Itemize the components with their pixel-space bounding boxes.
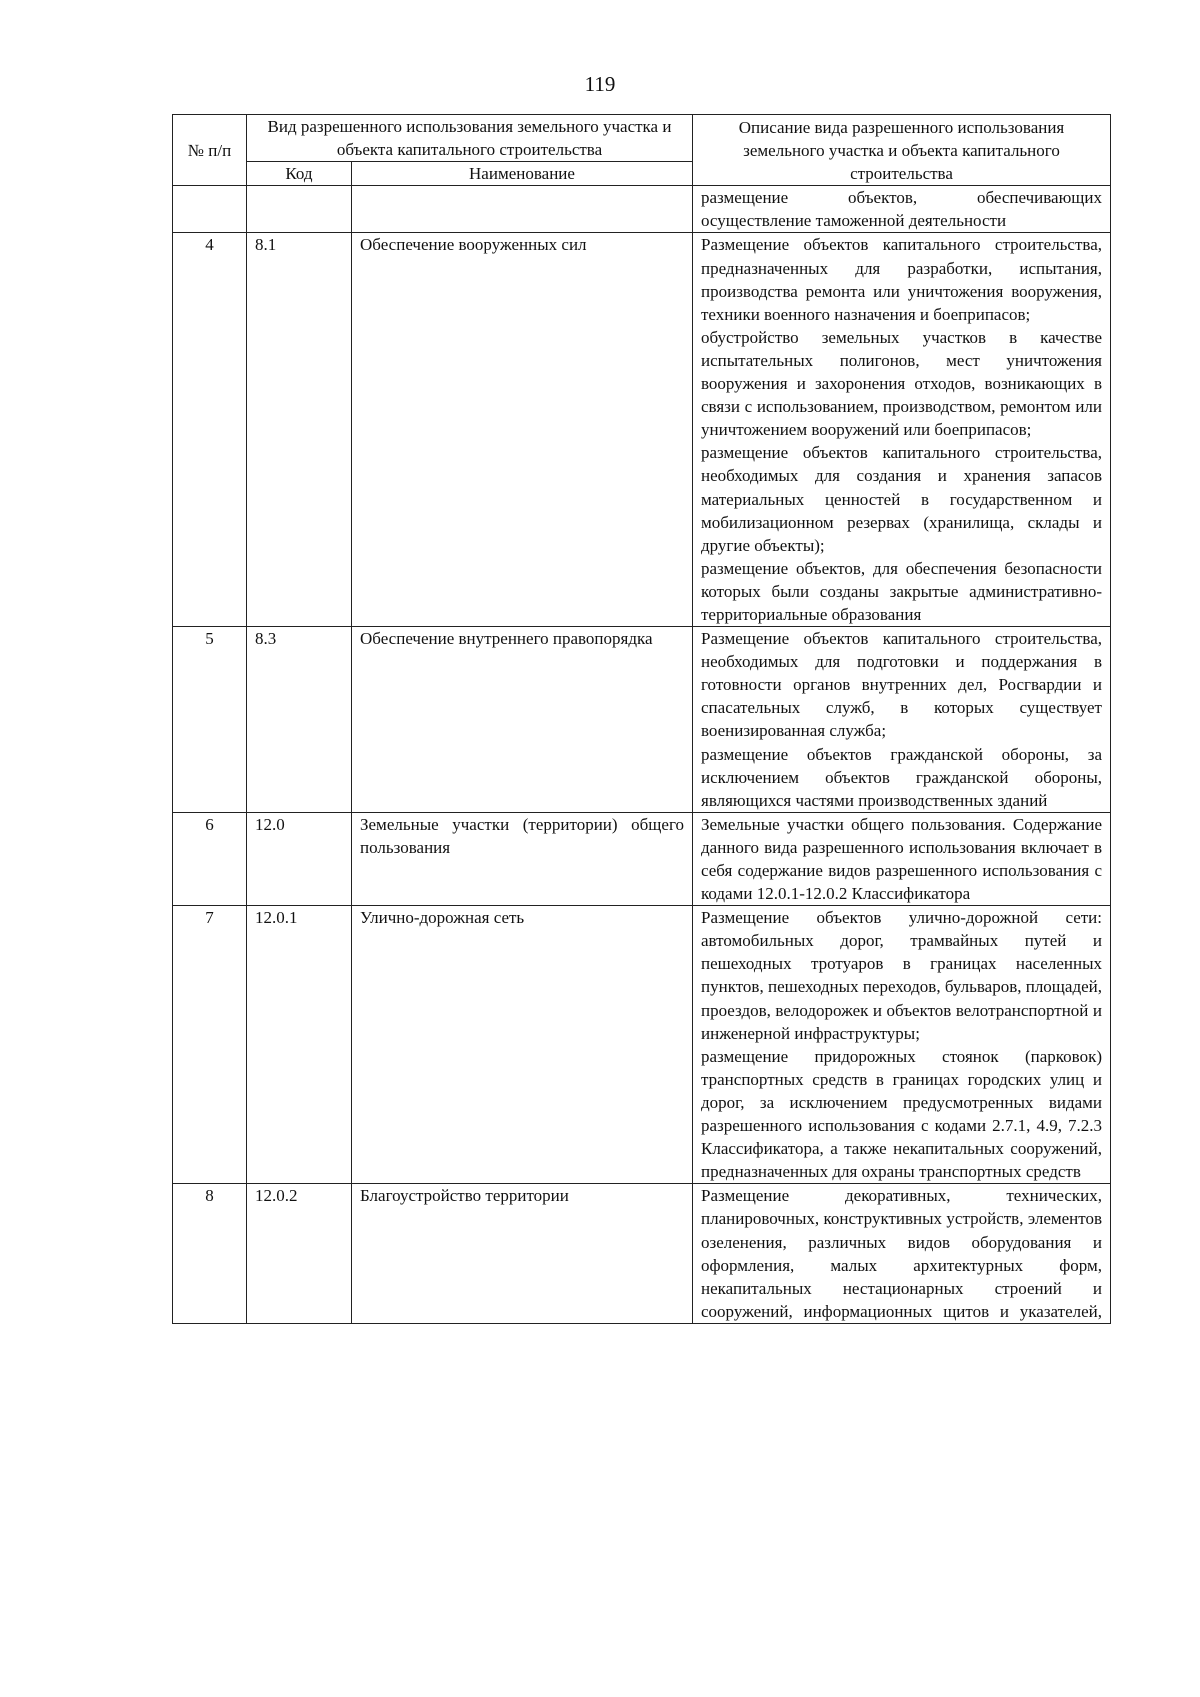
row-name: [352, 627, 693, 813]
table-row: [173, 627, 1111, 813]
row-name: [352, 906, 693, 1184]
row-code: 8.1: [247, 233, 352, 627]
page-number: 119: [584, 72, 616, 96]
row-description: [693, 812, 1111, 905]
header-name: Наименование: [352, 162, 693, 186]
description-paragraph: размещение объектов капитального строительства, необходимых для создания и хранения запасов материальных ценностей в государственном и мобилизационном резервах (хранилища, склады и другие объекты);: [701, 443, 1102, 555]
row-name-text: Обеспечение вооруженных сил: [360, 235, 587, 255]
row-name-text: Обеспечение внутреннего правопорядка: [360, 629, 653, 649]
header-group: Вид разрешенного использования земельного участка и объекта капитального строительства: [247, 115, 693, 162]
header-code: Код: [247, 162, 352, 186]
row-number: 7: [173, 906, 247, 1184]
description-paragraph: Размещение объектов капитального строительства, необходимых для подготовки и поддержания в готовности органов внутренних дел, Росгвардии и спасательных служб, в которых существует военизированная служба;: [701, 629, 1102, 741]
description-paragraph: размещение объектов гражданской обороны, за исключением объектов гражданской обороны, являющихся частями производственных зданий: [701, 744, 1102, 810]
table-row: [173, 1184, 1111, 1324]
description-paragraph: размещение объектов, обеспечивающих осуществление таможенной деятельности: [701, 188, 1102, 231]
table-body: [173, 186, 1111, 1324]
row-description: [693, 627, 1111, 813]
row-name-text: Благоустройство территории: [360, 1186, 569, 1206]
row-name: [352, 1184, 693, 1324]
row-code: 12.0.1: [247, 906, 352, 1184]
row-name: [352, 233, 693, 627]
table-row: [173, 812, 1111, 905]
description-paragraph: Размещение декоративных, технических, планировочных, конструктивных устройств, элементов озеленения, различных видов оборудования и оформления, малых архитектурных форм, некапитальных нестационарных строений и сооружений, информационных щитов и указателей,: [701, 1186, 1102, 1321]
table-row: [173, 906, 1111, 1184]
table-row: [173, 233, 1111, 627]
row-code: 12.0: [247, 812, 352, 905]
row-number: [173, 186, 247, 233]
description-paragraph: Земельные участки общего пользования. Содержание данного вида разрешенного использования включает в себя содержание видов разрешенного использования с кодами 12.0.1-12.0.2 Классификатора: [701, 814, 1102, 904]
header-num: № п/п: [173, 115, 247, 186]
land-use-table: [172, 114, 1111, 1324]
row-description: [693, 1184, 1111, 1324]
row-description: [693, 233, 1111, 627]
row-number: 8: [173, 1184, 247, 1324]
description-paragraph: Размещение объектов улично-дорожной сети: автомобильных дорог, трамвайных путей и пешеходных тротуаров в границах населенных пунктов, пешеходных переходов, бульваров, площадей, проездов, велодорожек и объектов велотранспортной и инженерной инфраструктуры;: [701, 908, 1102, 1043]
row-code: [247, 186, 352, 233]
row-number: 4: [173, 233, 247, 627]
row-number: 6: [173, 812, 247, 905]
row-name-text: Земельные участки (территории) общего пользования: [360, 814, 684, 857]
row-name-text: Улично-дорожная сеть: [360, 908, 525, 928]
table-row: [173, 186, 1111, 233]
description-paragraph: размещение придорожных стоянок (парковок) транспортных средств в границах городских улиц и дорог, за исключением предусмотренных видами разрешенного использования с кодами 2.7.1, 4.9, 7.2.3 Классификатора, а также некапитальных сооружений, предназначенных для охраны транспортных средств: [701, 1046, 1102, 1182]
row-name: [352, 186, 693, 233]
description-paragraph: размещение объектов, для обеспечения безопасности которых были созданы закрытые административно-территориальные образования: [701, 558, 1102, 624]
row-number: 5: [173, 627, 247, 813]
row-name: [352, 812, 693, 905]
row-code: 12.0.2: [247, 1184, 352, 1324]
row-description: [693, 186, 1111, 233]
header-description: Описание вида разрешенного использования земельного участка и объекта капитального строительства: [693, 115, 1111, 186]
row-code: 8.3: [247, 627, 352, 813]
description-paragraph: обустройство земельных участков в качестве испытательных полигонов, мест уничтожения вооружения и захоронения отходов, возникающих в связи с использованием, производством, ремонтом или уничтожением вооружений или боеприпасов;: [701, 327, 1102, 440]
description-paragraph: Размещение объектов капитального строительства, предназначенных для разработки, испытания, производства ремонта или уничтожения вооружения, техники военного назначения и боеприпасов;: [701, 235, 1102, 324]
row-description: [693, 906, 1111, 1184]
